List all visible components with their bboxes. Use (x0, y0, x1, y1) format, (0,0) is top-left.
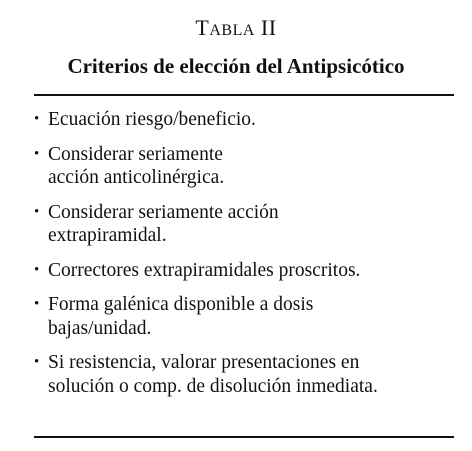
table-title: Criterios de elección del Antipsicótico (67, 54, 405, 78)
item-line: Si resistencia, valorar presentaciones en (48, 352, 360, 373)
table-label-initial: T (195, 15, 210, 40)
bottom-rule (34, 436, 454, 438)
item-line: solución o comp. de disolución inmediata. (48, 375, 378, 397)
criteria-list (34, 108, 458, 409)
bullet-icon: • (34, 203, 40, 220)
item-line: acción anticolinérgica. (48, 167, 225, 188)
bullet-icon: • (34, 111, 40, 127)
item-line: Ecuación riesgo/beneficio. (48, 109, 256, 130)
item-line: Forma galénica disponible a dosis (48, 294, 314, 315)
list-item (34, 259, 458, 283)
item-line: extrapiramidal. (48, 225, 167, 246)
item-line: Considerar seriamente (48, 143, 223, 165)
bullet-icon: • (34, 354, 40, 370)
list-item (34, 201, 458, 248)
table-label-number: II (254, 15, 277, 40)
bullet-icon: • (34, 261, 40, 278)
list-item (34, 108, 458, 132)
list-item (34, 351, 458, 398)
top-rule (34, 94, 454, 96)
item-line: Considerar seriamente acción (48, 201, 279, 223)
bullet-icon: • (34, 145, 40, 162)
item-line: bajas/unidad. (48, 317, 152, 339)
bullet-icon: • (34, 296, 40, 312)
item-line: Correctores extrapiramidales proscritos. (48, 259, 361, 281)
table-label-rest: ABLA (209, 22, 255, 39)
list-item (34, 293, 458, 340)
table-label (0, 14, 472, 45)
list-item (34, 143, 458, 190)
